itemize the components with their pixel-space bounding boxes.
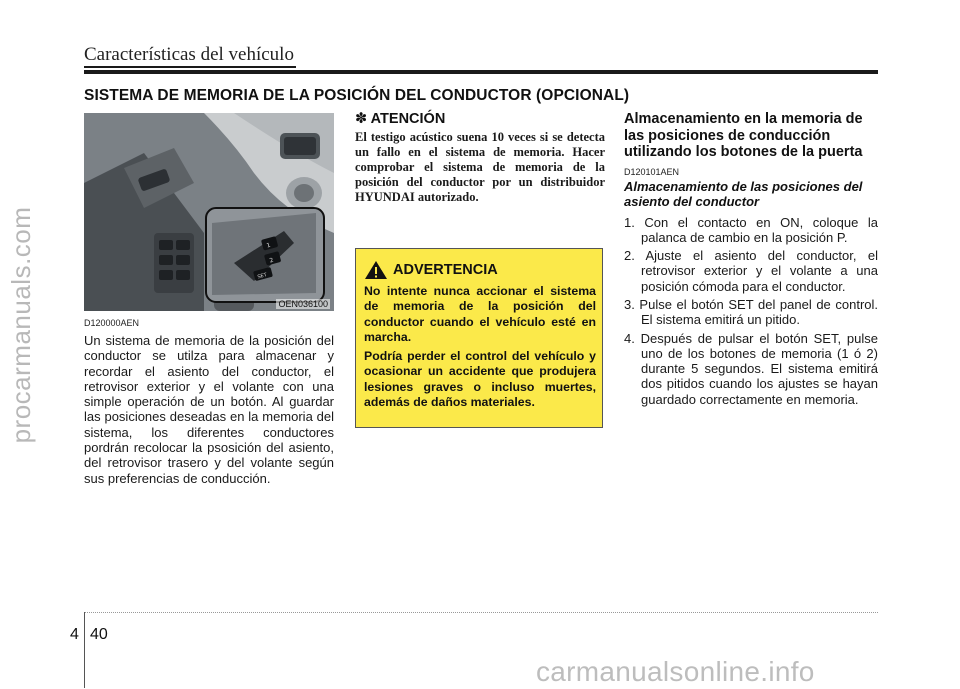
step-item: 3. Pulse el botón SET del panel de control. El sistema emitirá un pitido. <box>624 296 878 328</box>
storing-steps <box>624 215 878 408</box>
warning-box <box>355 248 603 428</box>
svg-text:SET: SET <box>256 272 268 281</box>
step-item: 4. Después de pulsar el botón SET, pulse uno de los botones de memoria (1 ó 2) durante 5 segundos. El sistema emitirá dos pitidos cuando los ajustes se hayan guardado correctamente en memoria. <box>624 330 878 407</box>
storing-column <box>624 111 878 410</box>
svg-text:2: 2 <box>268 256 275 265</box>
attention-text: El testigo acústico suena 10 veces si se detecta un fallo en el sistema de memoria. Hacer comprobar el sistema de memoria de la posición del conductor por un distribuidor HYUNDAI autorizado. <box>355 130 605 204</box>
chapter-title: Características del vehículo <box>84 44 294 65</box>
door-memory-buttons-illustration <box>84 113 334 311</box>
attention-column <box>355 111 605 205</box>
storing-subtitle: Almacenamiento de las posiciones del asiento del conductor <box>624 178 863 209</box>
page-number-divider <box>84 612 85 688</box>
intro-text: Un sistema de memoria de la posición del conductor se utilza para almacenar y recordar el asiento del conductor, el retrovisor exterior y el volante con una simple operación de un botón. Al guardar las posiciones deseadas en la memoria del sistema, los diferentes conductores pordrán recolocar la psosición del asiento, del retrovisor trasero y del volante según sus preferencias de conducción. <box>84 333 334 486</box>
storing-title: Almacenamiento en la memoria de las posiciones de conducción utilizando los botones de la puerta <box>624 111 863 160</box>
bottom-watermark: carmanualsonline.info <box>536 656 815 687</box>
intro-code: D120000AEN <box>84 318 140 328</box>
svg-text:1: 1 <box>265 241 272 250</box>
warning-triangle-icon <box>364 260 388 280</box>
side-watermark: procarmanuals.com <box>6 206 36 444</box>
section-title: SISTEMA DE MEMORIA DE LA POSICIÓN DEL CONDUCTOR (OPCIONAL) <box>84 87 630 104</box>
header-rule <box>84 70 878 74</box>
storing-code: D120101AEN <box>624 166 680 177</box>
warning-paragraph-2: Podría perder el control del vehículo y ocasionar un accidente que produjera lesiones graves o incluso muertes, además de daños materiales. <box>364 349 596 410</box>
chapter-number: 4 <box>70 626 79 643</box>
warning-body <box>364 284 596 414</box>
page-number: 40 <box>90 626 108 643</box>
attention-title: ✽ ATENCIÓN <box>355 111 446 127</box>
intro-column <box>84 318 334 486</box>
warning-header <box>364 260 594 280</box>
header-rule-thin <box>84 66 296 68</box>
warning-paragraph-1: No intente nunca accionar el sistema de memoria de la posición del conductor cuando el vehículo esté en marcha. <box>364 284 596 344</box>
step-item: 2. Ajuste el asiento del conductor, el retrovisor exterior y el volante a una posición cómoda para el conductor. <box>624 248 878 294</box>
door-panel-figure <box>84 113 334 311</box>
step-item: 1. Con el contacto en ON, coloque la palanca de cambio en la posición P. <box>624 214 878 245</box>
footer-rule <box>84 612 878 613</box>
figure-caption: OEN036100 <box>278 299 328 309</box>
warning-title: ADVERTENCIA <box>393 262 498 278</box>
